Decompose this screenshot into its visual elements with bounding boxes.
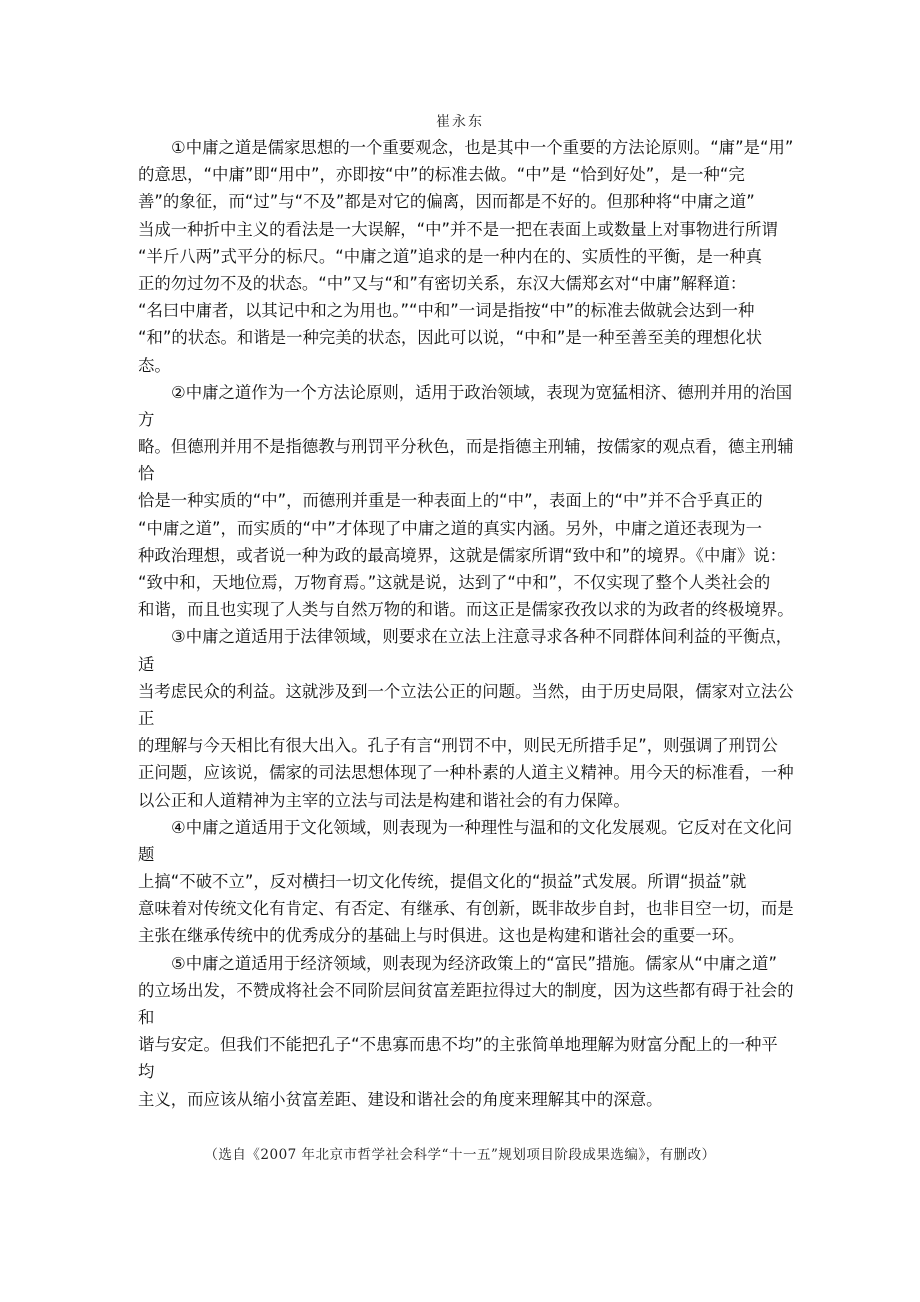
article-body xyxy=(138,134,798,1113)
paragraph-2-line: 和谐，而且也实现了人类与自然万物的和谐。而这正是儒家孜孜以求的为政者的终极境界。 xyxy=(138,600,794,620)
paragraph-3-line: 的理解与今天相比有很大出入。孔子有言“刑罚不中，则民无所措手足”，则强调了刑罚公 xyxy=(138,736,778,756)
paragraph-1-line: 当成一种折中主义的看法是一大误解，“中”并不是一把在表面上或数量上对事物进行所谓 xyxy=(138,219,778,239)
paragraph-4-line: ④中庸之道适用于文化领域，则表现为一种理性与温和的文化发展观。它反对在文化问 xyxy=(171,817,793,837)
paragraph-2-line: 恰是一种实质的“中”，而德刑并重是一种表面上的“中”，表面上的“中”并不合乎真正的 xyxy=(138,491,763,511)
paragraph-4-line: 题 xyxy=(138,844,155,864)
paragraph-1-line: “名曰中庸者，以其记中和之为用也。”“中和”一词是指按“中”的标准去做就会达到一种 xyxy=(138,301,755,321)
author-name: 崔永东 xyxy=(436,114,484,130)
paragraph-4-line: 主张在继承传统中的优秀成分的基础上与时俱进。这也是构建和谐社会的重要一环。 xyxy=(138,926,745,946)
paragraph-2-line: “中庸之道”，而实质的“中”才体现了中庸之道的真实内涵。另外，中庸之道还表现为一 xyxy=(138,518,763,538)
paragraph-1-line: 的意思，“中庸”即“用中”，亦即按“中”的标准去做。“中”是 “恰到好处”，是一种“完 xyxy=(138,165,745,185)
paragraph-1-line: “半斤八两”式平分的标尺。“中庸之道”追求的是一种内在的、实质性的平衡，是一种真 xyxy=(138,246,763,266)
paragraph-2-line: 略。但德刑并用不是指德教与刑罚平分秋色，而是指德主刑辅，按儒家的观点看，德主刑辅 xyxy=(138,437,794,457)
paragraph-1-line: 态。 xyxy=(138,355,171,375)
paragraph-1-line: 善”的象征，而“过”与“不及”都是对它的偏离，因而都是不好的。但那种将“中庸之道” xyxy=(138,192,755,212)
paragraph-3-line: 正 xyxy=(138,708,155,728)
paragraph-5-line: 谐与安定。但我们不能把孔子“不患寡而患不均”的主张简单地理解为财富分配上的一种平 xyxy=(138,1035,778,1055)
paragraph-1-line: “和”的状态。和谐是一种完美的状态，因此可以说，“中和”是一种至善至美的理想化状 xyxy=(138,328,763,348)
paragraph-2-line: “致中和，天地位焉，万物育焉。”这就是说，达到了“中和”，不仅实现了整个人类社会的 xyxy=(138,573,771,592)
paragraph-4-line: 意味着对传统文化有肯定、有否定、有继承、有创新，既非故步自封，也非目空一切，而是 xyxy=(138,899,794,919)
paragraph-2-line: ②中庸之道作为一个方法论原则，适用于政治领域，表现为宽猛相济、德刑并用的治国 xyxy=(171,382,793,402)
paragraph-5-line: 主义，而应该从缩小贫富差距、建设和谐社会的角度来理解其中的深意。 xyxy=(138,1089,663,1109)
paragraph-3-line: 以公正和人道精神为主宰的立法与司法是构建和谐社会的有力保障。 xyxy=(138,790,630,810)
paragraph-5-line: 和 xyxy=(138,1008,155,1027)
paragraph-3-line: 当考虑民众的利益。这就涉及到一个立法公正的问题。当然，由于历史局限，儒家对立法公 xyxy=(138,681,794,701)
paragraph-5-line: 的立场出发，不赞成将社会不同阶层间贫富差距拉得过大的制度，因为这些都有碍于社会的 xyxy=(138,980,794,1000)
paragraph-2-line: 种政治理想，或者说一种为政的最高境界，这就是儒家所谓“致中和”的境界。《中庸》说： xyxy=(138,545,787,565)
paragraph-5-line: 均 xyxy=(138,1062,155,1082)
paragraph-4-line: 上搞“不破不立”，反对横扫一切文化传统，提倡文化的“损益”式发展。所谓“损益”就 xyxy=(138,872,747,892)
paragraph-2-line: 恰 xyxy=(138,464,155,484)
paragraph-3-line: 适 xyxy=(138,654,155,674)
paragraph-1-line: ①中庸之道是儒家思想的一个重要观念，也是其中一个重要的方法论原则。“庸”是“用” xyxy=(171,138,794,157)
paragraph-3-line: ③中庸之道适用于法律领域，则要求在立法上注意寻求各种不同群体间利益的平衡点， xyxy=(171,627,793,647)
paragraph-2-line: 方 xyxy=(138,409,155,429)
paragraph-5-line: ⑤中庸之道适用于经济领域，则表现为经济政策上的“富民”措施。儒家从“中庸之道” xyxy=(171,953,777,973)
source-citation: （选自《2007 年北京市哲学社会科学“十一五”规划项目阶段成果选编》，有删改） xyxy=(204,1147,716,1163)
paragraph-1-line: 正的勿过勿不及的状态。“中”又与“和”有密切关系，东汉大儒郑玄对“中庸”解释道： xyxy=(138,273,747,293)
paragraph-3-line: 正问题，应该说，儒家的司法思想体现了一种朴素的人道主义精神。用今天的标准看，一种 xyxy=(138,763,794,783)
